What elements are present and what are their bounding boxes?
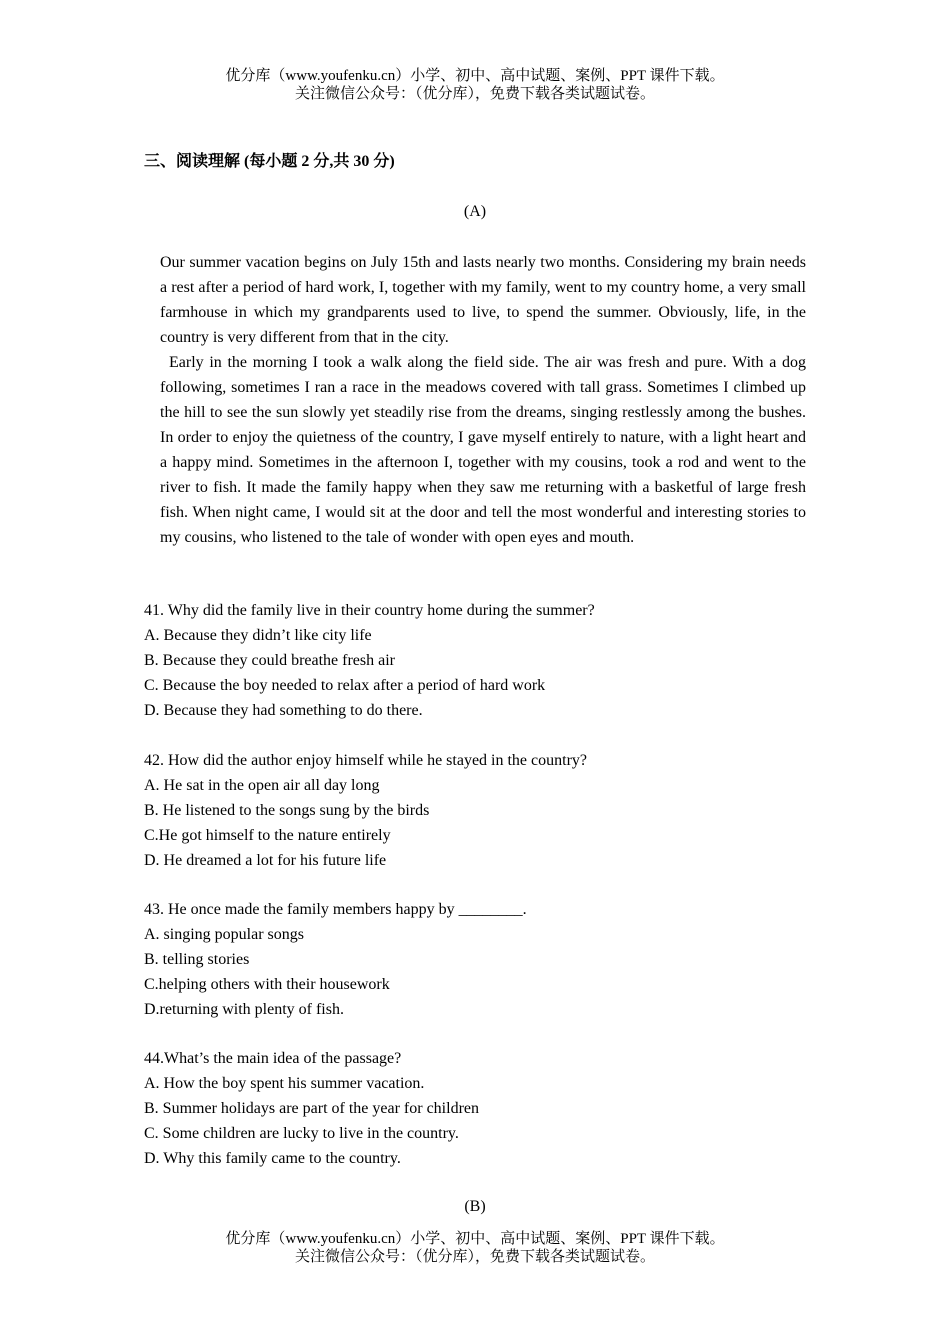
passage-paragraph-1: Our summer vacation begins on July 15th and lasts nearly two months. Considering my brain needs a rest after a period of hard work, I, together with my family, went to my country home, a very small farmhouse in which my grandparents used to live, to spend the summer. Obviously, life, in the country is very different from that in the city. (160, 254, 806, 346)
option-b: B. Summer holidays are part of the year for children (144, 1100, 479, 1117)
question-stem: 44.What’s the main idea of the passage? (144, 1050, 402, 1067)
option-a: A. Because they didn’t like city life (144, 627, 372, 644)
question-stem: 42. How did the author enjoy himself while he stayed in the country? (144, 752, 588, 769)
option-d: D. He dreamed a lot for his future life (144, 852, 387, 869)
option-a: A. singing popular songs (144, 926, 304, 943)
footer-line-2: 关注微信公众号：（优分库），免费下载各类试题试卷。 (294, 1249, 655, 1265)
option-d: D.returning with plenty of fish. (144, 1001, 344, 1018)
page-header (0, 67, 950, 103)
option-a: A. He sat in the open air all day long (144, 777, 380, 794)
option-c: C.He got himself to the nature entirely (144, 827, 391, 844)
header-line-2: 关注微信公众号：（优分库），免费下载各类试题试卷。 (294, 86, 655, 102)
option-c: C. Some children are lucky to live in the country. (144, 1125, 459, 1142)
option-d: D. Because they had something to do there. (144, 702, 423, 719)
question-44 (144, 1046, 479, 1171)
option-b: B. telling stories (144, 951, 250, 968)
question-41 (144, 598, 595, 723)
option-b: B. Because they could breathe fresh air (144, 652, 396, 669)
option-c: C. Because the boy needed to relax after a period of hard work (144, 677, 546, 694)
option-a: A. How the boy spent his summer vacation. (144, 1075, 425, 1092)
option-c: C.helping others with their housework (144, 976, 390, 993)
part-a-label: (A) (463, 203, 487, 220)
question-stem: 43. He once made the family members happy by ________. (144, 901, 527, 918)
reading-passage (160, 250, 806, 550)
option-b: B. He listened to the songs sung by the birds (144, 802, 430, 819)
page-footer (0, 1230, 950, 1266)
passage-paragraph-2: Early in the morning I took a walk along the field side. The air was fresh and pure. With a dog following, sometimes I ran a race in the meadows covered with tall grass. Sometimes I climbed up the hill to see the sun slowly yet steadily rise from the dreams, singing restlessly among the bushes. In order to enjoy the quietness of the country, I gave myself entirely to nature, with a light heart and a happy mind. Sometimes in the afternoon I, together with my cousins, took a rod and went to the river to fish. It made the family happy when they saw me returning with a basketful of large fresh fish. When night came, I would sit at the door and tell the most wonderful and interesting stories to my cousins, who listened to the tale of wonder with open eyes and mouth. (160, 354, 806, 546)
footer-line-1: 优分库（www.youfenku.cn）小学、初中、高中试题、案例、PPT 课件下载。 (225, 1231, 725, 1247)
option-d: D. Why this family came to the country. (144, 1150, 401, 1167)
question-43 (144, 897, 527, 1022)
header-line-1: 优分库（www.youfenku.cn）小学、初中、高中试题、案例、PPT 课件下载。 (225, 68, 725, 84)
question-stem: 41. Why did the family live in their country home during the summer? (144, 602, 595, 619)
part-b-label: (B) (464, 1198, 486, 1215)
question-42 (144, 748, 587, 873)
section-title: 三、阅读理解 (每小题 2 分,共 30 分) (144, 153, 395, 170)
